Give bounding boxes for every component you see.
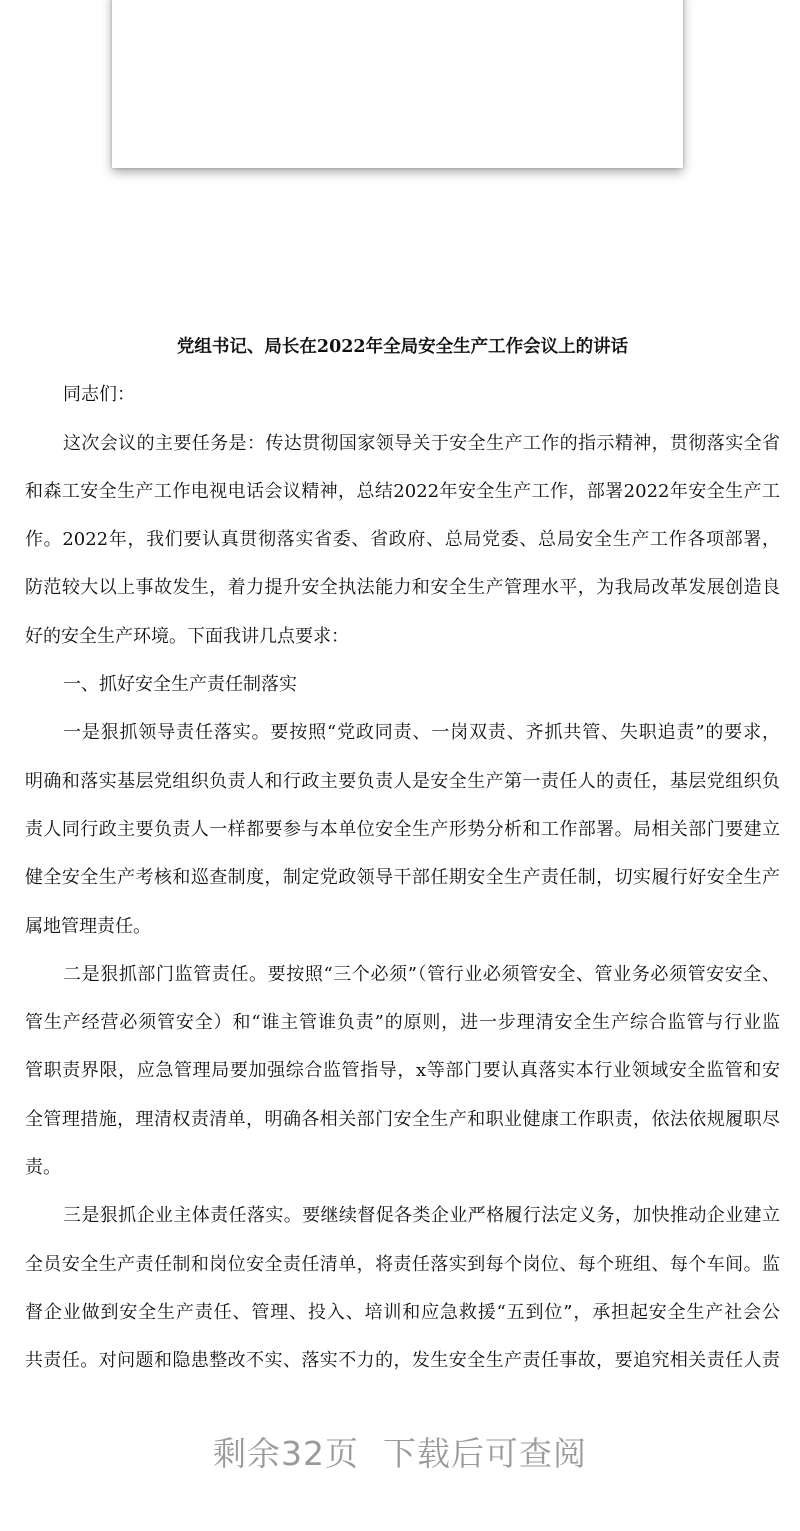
text-line: 健全安全生产考核和巡查制度，制定党政领导干部任期安全生产责任制，切实履行好安全生产	[25, 867, 780, 889]
paragraph	[25, 371, 780, 419]
download-to-read-label: 下载后可查阅	[383, 1434, 587, 1473]
text-line: 属地管理责任。	[25, 915, 151, 937]
text-line: 这次会议的主要任务是：传达贯彻国家领导关于安全生产工作的指示精神，贯彻落实全省	[63, 432, 780, 454]
text-line: 作。2022年，我们要认真贯彻落实省委、省政府、总局党委、总局安全生产工作各项部署，	[25, 529, 780, 551]
text-line: 全员安全生产责任制和岗位安全责任清单，将责任落实到每个岗位、每个班组、每个车间。监	[25, 1253, 780, 1275]
download-prompt[interactable]	[0, 1428, 800, 1475]
document-title: 党组书记、局长在2022年全局安全生产工作会议上的讲话	[176, 337, 629, 357]
text-line: 督企业做到安全生产责任、管理、投入、培训和应急救援“五到位”，承担起安全生产社会公	[25, 1301, 780, 1323]
remaining-pages-label: 剩余32页	[213, 1434, 359, 1473]
text-line: 一是狠抓领导责任落实。要按照“党政同责、一岗双责、齐抓共管、失职追责”的要求，	[63, 722, 780, 744]
text-line: 管职责界限，应急管理局要加强综合监管指导，x等部门要认真落实本行业领域安全监管和安	[25, 1060, 780, 1082]
text-line: 好的安全生产环境。下面我讲几点要求：	[25, 625, 349, 647]
text-line: 明确和落实基层党组织负责人和行政主要负责人是安全生产第一责任人的责任，基层党组织负	[25, 770, 780, 792]
document-body	[25, 323, 780, 1386]
previous-page-preview	[112, 0, 683, 168]
paragraph	[25, 420, 780, 661]
paragraph	[25, 1192, 780, 1385]
paragraph	[25, 661, 780, 709]
text-line: 防范较大以上事故发生，着力提升安全执法能力和安全生产管理水平，为我局改革发展创造良	[25, 577, 780, 599]
text-line: 责人同行政主要负责人一样都要参与本单位安全生产形势分析和工作部署。局相关部门要建立	[25, 818, 780, 840]
paragraph	[25, 709, 780, 950]
text-line: 同志们：	[63, 384, 135, 406]
text-line: 一、抓好安全生产责任制落实	[63, 674, 297, 696]
text-line: 和森工安全生产工作电视电话会议精神，总结2022年安全生产工作，部署2022年安全生产工	[25, 480, 780, 502]
text-line: 二是狠抓部门监管责任。要按照“三个必须”（管行业必须管安全、管业务必须管安安全、	[63, 963, 780, 985]
text-line: 共责任。对问题和隐患整改不实、落实不力的，发生安全生产责任事故，要追究相关责任人责	[25, 1350, 780, 1372]
text-line: 全管理措施，理清权责清单，明确各相关部门安全生产和职业健康工作职责，依法依规履职尽	[25, 1108, 780, 1130]
text-line: 管生产经营必须管安全）和“谁主管谁负责”的原则，进一步理清安全生产综合监管与行业监	[25, 1012, 780, 1034]
paragraph	[25, 951, 780, 1192]
text-line: 三是狠抓企业主体责任落实。要继续督促各类企业严格履行法定义务，加快推动企业建立	[63, 1205, 780, 1227]
text-line: 责。	[25, 1157, 61, 1179]
